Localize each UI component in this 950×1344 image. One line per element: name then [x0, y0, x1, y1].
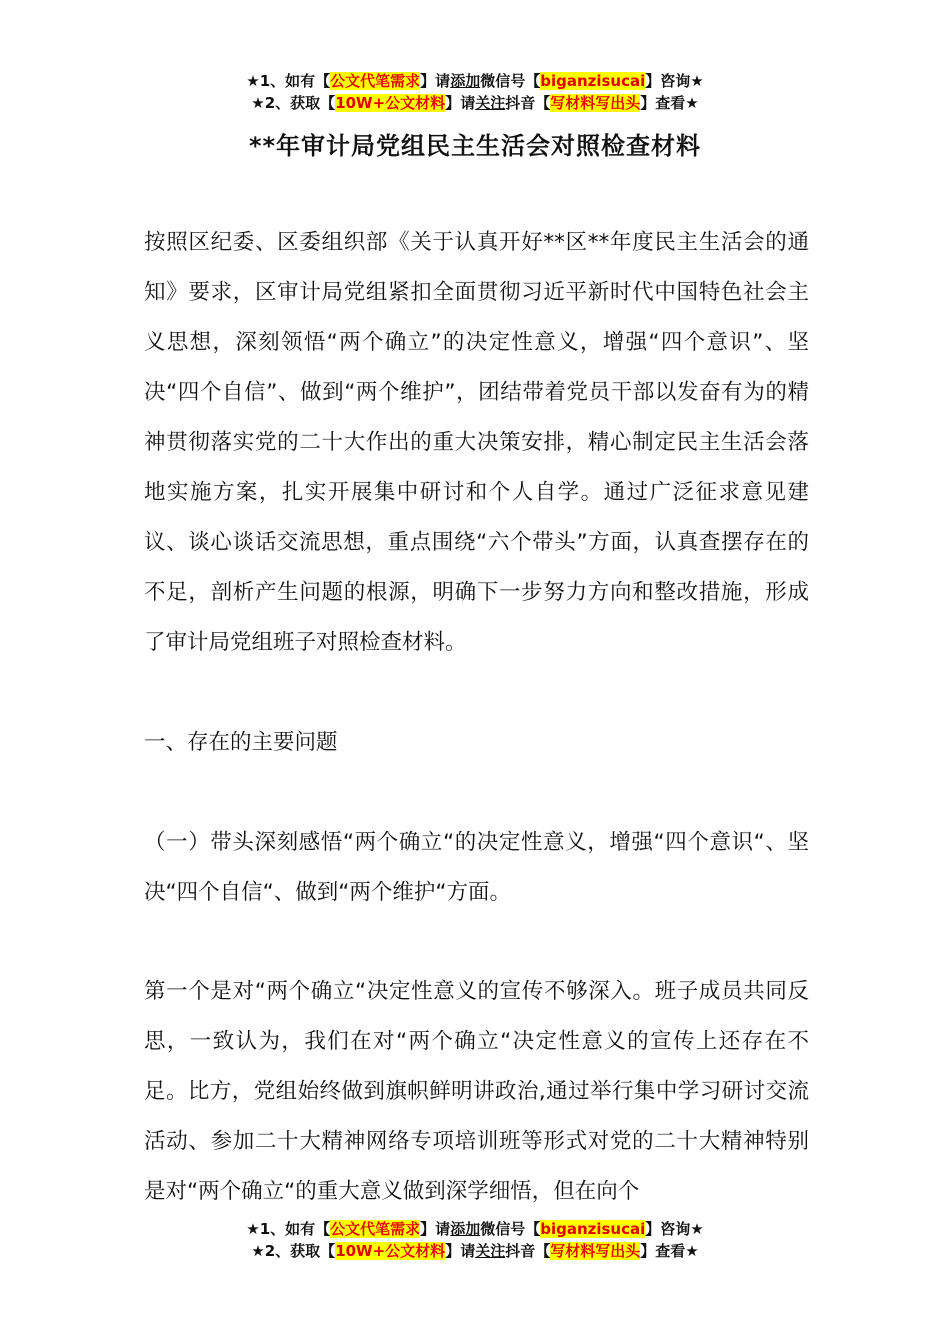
promo-line-2: [0, 1240, 950, 1262]
promo-text: 抖音【: [505, 1242, 551, 1260]
promo-text: ★1、如有【: [246, 72, 331, 90]
wechat-id-highlight: biganzisucai: [540, 1220, 646, 1238]
promo-text: 】请: [445, 94, 476, 112]
douyin-id-highlight: 写材料写出头: [550, 1242, 641, 1260]
intro-paragraph-block: [144, 218, 809, 668]
promo-text: 】查看★: [640, 1242, 699, 1260]
section-heading: 一、存在的主要问题: [144, 730, 338, 755]
promo-highlight: 10W+公文材料: [335, 94, 446, 112]
top-promo-banner: [0, 70, 950, 114]
promo-text: 抖音【: [505, 94, 551, 112]
promo-text: 】咨询★: [645, 1220, 704, 1238]
promo-text: ★2、获取【: [251, 1242, 336, 1260]
section-heading-block: [144, 718, 809, 768]
douyin-id-highlight: 写材料写出头: [550, 94, 641, 112]
body-paragraph-block: [144, 967, 809, 1217]
document-title: **年审计局党组民主生活会对照检查材料: [248, 132, 702, 160]
promo-text: 微信号【: [480, 72, 541, 90]
subsection-heading: （一）带头深刻感悟“两个确立“的决定性意义，增强“四个意识“、坚决“四个自信“、做到“两个维护“方面。: [144, 830, 809, 905]
promo-text: ★1、如有【: [246, 1220, 331, 1238]
promo-emphasis: 关注: [475, 94, 506, 112]
promo-text: 】咨询★: [645, 72, 704, 90]
intro-paragraph: 按照区纪委、区委组织部《关于认真开好**区**年度民主生活会的通知》要求，区审计局党组紧扣全面贯彻习近平新时代中国特色社会主义思想，深刻领悟“两个确立”的决定性意义，增强“四个意识”、坚决“四个自信”、做到“两个维护”，团结带着党员干部以发奋有为的精神贯彻落实党的二十大作出的重大决策安排，精心制定民主生活会落地实施方案，扎实开展集中研讨和个人自学。通过广泛征求意见建议、谈心谈话交流思想，重点围绕“六个带头”方面，认真查摆存在的不足，剖析产生问题的根源，明确下一步努力方向和整改措施，形成了审计局党组班子对照检查材料。: [144, 230, 809, 655]
subsection-heading-block: [144, 818, 809, 918]
body-paragraph: 第一个是对“两个确立“决定性意义的宣传不够深入。班子成员共同反思，一致认为，我们在对“两个确立“决定性意义的宣传上还存在不足。比方，党组始终做到旗帜鲜明讲政治,通过举行集中学习研讨交流活动、参加二十大精神网络专项培训班等形式对党的二十大精神特别是对“两个确立“的重大意义做到深学细悟，但在向个: [144, 979, 809, 1204]
bottom-promo-banner: [0, 1218, 950, 1262]
promo-highlight: 10W+公文材料: [335, 1242, 446, 1260]
promo-text: 】请: [420, 1220, 451, 1238]
promo-text: 微信号【: [480, 1220, 541, 1238]
promo-text: 】请: [420, 72, 451, 90]
promo-line-2: [0, 92, 950, 114]
promo-text: ★2、获取【: [251, 94, 336, 112]
promo-highlight: 公文代笔需求: [330, 72, 421, 90]
promo-text: 】请: [445, 1242, 476, 1260]
wechat-id-highlight: biganzisucai: [540, 72, 646, 90]
promo-emphasis: 添加: [450, 1220, 481, 1238]
promo-line-1: [0, 70, 950, 92]
promo-emphasis: 添加: [450, 72, 481, 90]
promo-emphasis: 关注: [475, 1242, 506, 1260]
promo-text: 】查看★: [640, 94, 699, 112]
promo-line-1: [0, 1218, 950, 1240]
promo-highlight: 公文代笔需求: [330, 1220, 421, 1238]
